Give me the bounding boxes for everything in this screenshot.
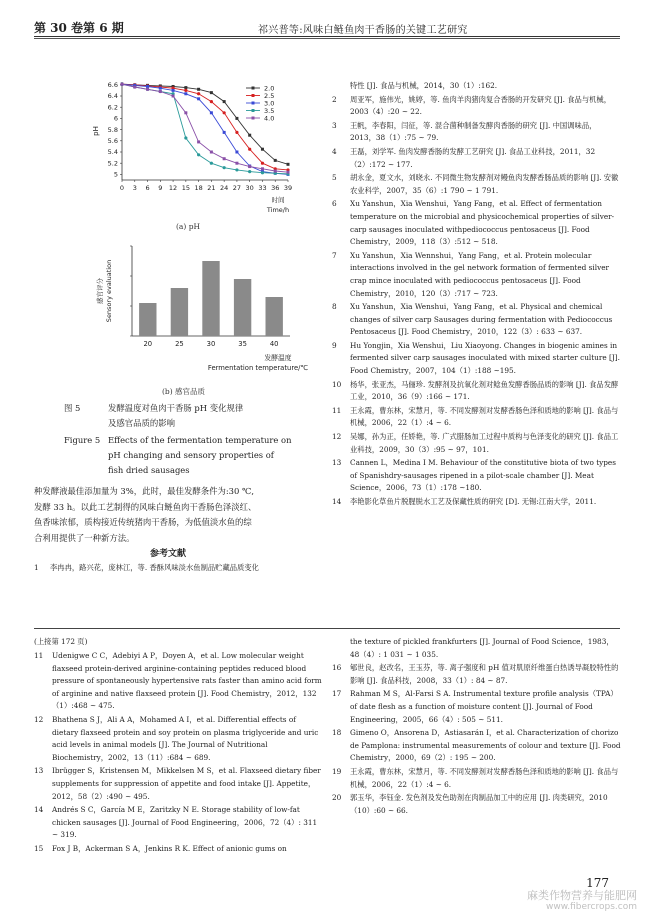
data-point [197, 153, 200, 156]
reference-text: Hu Yongjin，Xia Wenshui，Liu Xiaoyong. Changes in biogenic amines in fermented silver carp sausages inoculated with mixed starter culture [J]. Food Chemistry，2007，104（1）:188 ~195. [350, 340, 620, 376]
bar [202, 261, 219, 336]
legend-marker [252, 117, 255, 120]
legend-marker [252, 94, 255, 97]
x-tick-label: 3 [132, 184, 137, 192]
header-rule [34, 36, 620, 37]
body-line: 合利用提供了一种新方法。 [34, 532, 135, 543]
x-tick-label: 6 [145, 184, 150, 192]
data-point [184, 111, 187, 114]
data-point [248, 134, 251, 137]
x-tick-label: 24 [220, 184, 229, 192]
legend-label: 4.0 [264, 114, 275, 123]
y-axis-label-cn: 感官评分 [96, 278, 104, 304]
data-point [248, 148, 251, 151]
x-tick-label: 40 [269, 340, 279, 348]
reference-number [332, 80, 350, 93]
references-heading: 参考文献 [150, 549, 187, 559]
data-point [235, 168, 238, 171]
figure-label-cn: 图 5 [64, 403, 81, 413]
x-tick-label: 33 [258, 184, 267, 192]
reference-item [332, 340, 622, 378]
body-line: 发酵 33 h。以此工艺制得的风味白鲢鱼肉干香肠色泽淡红、 [34, 501, 257, 512]
bar [266, 297, 283, 336]
reference-list-bottom-left [34, 650, 324, 857]
reference-text: Xu Yanshun，Xia Wenshui，Yang Fang，et al. Physical and chemical changes of silver carp Sausages during fermentation with Pediococcus Pentosaceus [J]. Food Chemistry，2010，122（3）: 633 ~ 637. [350, 302, 613, 337]
data-point [210, 162, 213, 165]
reference-number: 8 [332, 302, 337, 312]
data-point [248, 165, 251, 168]
reference-item [332, 431, 622, 456]
data-point [287, 163, 290, 166]
data-point [287, 171, 290, 174]
reference-text: Gimeno O，Ansorena D，Astiasarán I，et al. Characterization of chorizo de Pamplona: instrumental measurements of colour and texture [J]. Food Chemistry，2000，69（2）: 195 ~ 200. [350, 728, 621, 763]
data-point [197, 140, 200, 143]
reference-number: 14 [332, 497, 342, 506]
legend-label: 3.0 [264, 99, 275, 108]
bar [139, 303, 156, 336]
reference-item [34, 804, 324, 842]
data-point [184, 89, 187, 92]
reference-number: 18 [332, 728, 342, 738]
reference-item [332, 496, 622, 509]
reference-text: Cannen L，Medina I M. Behaviour of the constitutive biota of two types of Spanishdry-sausages ripened in a pilot-scale chamber [J]. Meat Science，2006，73（1）:178 ~180. [350, 458, 616, 493]
continued-note: (上接第 172 页) [34, 637, 88, 646]
reference-item [332, 80, 622, 93]
data-point [210, 151, 213, 154]
x-axis-label: Time/h [266, 206, 290, 214]
x-tick-label: 36 [271, 184, 280, 192]
reference-item [34, 562, 326, 575]
reference-number: 16 [332, 663, 342, 673]
data-point [274, 170, 277, 173]
journal-volume: 第 30 卷第 6 期 [34, 21, 124, 35]
reference-item [332, 301, 622, 339]
reference-number: 15 [34, 843, 44, 853]
figure-caption-en [64, 433, 291, 478]
reference-text: Udenigwe C C，Adebiyi A P，Doyen A，et al. Low molecular weight flaxseed protein-derived arginine-containing peptides reduced blood pressure of spontaneously hypertensive rats faster than amino acid form of arginine and native flaxseed protein [J]. Food Chemistry，2012，132（1）:468 ~ 475. [52, 651, 322, 711]
reference-item [332, 688, 622, 726]
page-number: 177 [586, 876, 609, 890]
reference-text: 王帆，李春阳，闫征，等. 混合菌种制备发酵肉香肠的研究 [J]. 中国调味品，2013，38（1）:75 ~ 79. [350, 120, 597, 143]
body-paragraph [34, 484, 326, 546]
reference-number: 5 [332, 173, 337, 183]
x-tick-label: 39 [283, 184, 293, 192]
reference-text: 郇世良，赵改名，王玉芬，等. 离子强度和 pH 值对肌原纤维蛋白热诱导凝胶特性的影响 [J]. 食品科技，2008，33（1）: 84 ~ 87. [350, 663, 619, 685]
reference-text: Bhathena S J，Ali A A，Mohamed A I，et al. Differential effects of dietary flaxseed protein and soy protein on plasma triglyceride and uric acid levels in animal models [J]. The Journal of Nutritional Biochemistry，2002，13（11）:684 ~ 689. [52, 714, 319, 762]
reference-text: 王磊，刘学军. 鱼肉发酵香肠的发酵工艺研究 [J]. 食品工业科技，2011，32（2）:172 ~ 177. [350, 146, 596, 169]
y-tick-label: 6.6 [107, 81, 118, 89]
reference-text: 王永霞，曹东林，宋慧月，等. 不同发酵剂对发酵香肠色泽和质地的影响 [J]. 食品与机械，2006，22（1）:4 ~ 6. [350, 766, 619, 789]
reference-item [34, 843, 324, 856]
bar [234, 279, 251, 336]
running-title: 祁兴普等:风味白鲢鱼肉干香肠的关键工艺研究 [258, 25, 468, 36]
bar [171, 288, 188, 336]
legend-label: 2.0 [264, 84, 275, 93]
reference-item [332, 120, 622, 145]
reference-number: 14 [34, 805, 44, 815]
reference-number: 1 [34, 563, 39, 572]
data-point [121, 83, 124, 86]
reference-item [332, 198, 622, 248]
data-point [261, 171, 264, 174]
data-point [146, 88, 149, 91]
data-point [223, 131, 226, 134]
data-point [210, 100, 213, 103]
y-tick-label: 6 [113, 114, 118, 123]
x-axis-label-cn: 发酵温度 [264, 354, 292, 362]
data-point [223, 166, 226, 169]
data-point [197, 92, 200, 95]
sensory-bar-chart [90, 238, 310, 388]
figure-caption-cn-line1: 发酵温度对鱼肉干香肠 pH 变化规律 [108, 403, 244, 413]
data-point [235, 151, 238, 154]
y-tick-label: 5.6 [107, 137, 118, 145]
reference-item [332, 379, 622, 404]
reference-number: 11 [332, 405, 342, 415]
data-point [184, 136, 187, 139]
x-tick-label: 15 [181, 184, 190, 192]
chart-b-caption: (b) 感官品质 [162, 387, 206, 396]
data-point [210, 91, 213, 94]
x-tick-label: 12 [168, 184, 178, 192]
data-point [261, 148, 264, 151]
data-point [172, 95, 175, 98]
data-point [184, 86, 187, 89]
reference-text: 胡永金，夏文水，刘晓永. 不同微生物发酵剂对鳗鱼肉发酵香肠品质的影响 [J]. 安徽农业科学，2007，35（6）:1 790 ~ 1 791. [350, 173, 619, 195]
x-tick-label: 0 [119, 184, 125, 192]
reference-number: 10 [332, 379, 342, 389]
legend-label: 3.5 [264, 106, 275, 115]
x-tick-label: 9 [158, 184, 163, 192]
figure-caption-cn [64, 401, 243, 431]
x-tick-label: 35 [238, 340, 247, 348]
y-tick-label: 5.4 [107, 148, 118, 157]
x-axis-label: Fermentation temperature/℃ [207, 364, 309, 372]
reference-text: Ibrügger S，Kristensen M，Mikkelsen M S，et al. Flaxseed dietary fiber supplements for suppression of appetite and food intake [J]. Appetite，2012，58（2）:490 ~ 495. [52, 766, 321, 801]
y-tick-label: 5.2 [107, 159, 118, 168]
body-line: 种发酵液最佳添加量为 3%，此时，最佳发酵条件为:30 ℃, [34, 486, 254, 496]
reference-item [34, 650, 324, 713]
x-tick-label: 30 [245, 184, 254, 192]
x-tick-label: 25 [175, 340, 184, 348]
reference-text: 周亚军，施伟光，姚婷，等. 鱼肉羊肉猪肉复合香肠的开发研究 [J]. 食品与机械，2003（4）:20 ~ 22. [350, 94, 612, 117]
x-tick-label: 20 [143, 340, 153, 348]
reference-number: 4 [332, 146, 337, 156]
y-tick-label: 6.2 [107, 103, 118, 112]
reference-list-right [332, 80, 622, 510]
reference-text: 王永霞，曹东林，宋慧月，等. 不同发酵剂对发酵香肠色泽和质地的影响 [J]. 食品与机械，2006，22（1）:4 ~ 6. [350, 405, 619, 428]
reference-number: 12 [332, 432, 342, 442]
reference-number: 13 [332, 458, 342, 468]
reference-item [34, 765, 324, 803]
data-point [172, 89, 175, 92]
data-point [235, 117, 238, 120]
body-line: 鱼香味浓郁，质构接近传统猪肉干香肠，为低值淡水鱼的综 [34, 517, 252, 528]
header-rule-2 [34, 38, 620, 39]
data-point [248, 170, 251, 173]
reference-text: Rahman M S，Al-Farsi S A. Instrumental texture profile analysis（TPA）of date flesh as a function of moisture content [J]. Journal of Food Engineering，2005，66（4）: 505 ~ 511. [350, 689, 618, 724]
reference-item [332, 172, 622, 197]
reference-number: 2 [332, 94, 337, 104]
watermark-text: 麻类作物营养与能肥网 [527, 889, 637, 902]
reference-item [332, 662, 622, 687]
reference-number: 6 [332, 199, 337, 209]
data-point [133, 86, 136, 89]
reference-text: the texture of pickled frankfurters [J]. Journal of Food Science，1983，48（4）: 1 031 ~ 1 035. [350, 637, 614, 659]
reference-item [332, 766, 622, 791]
reference-item [332, 792, 622, 817]
reference-item [332, 636, 622, 661]
reference-number: 19 [332, 766, 342, 776]
reference-number: 3 [332, 120, 337, 130]
data-point [146, 85, 149, 88]
reference-item [332, 146, 622, 171]
legend-marker [252, 87, 255, 90]
reference-text: 特性 [J]. 食品与机械，2014，30（1）:162. [350, 81, 498, 90]
reference-list-bottom-right [332, 636, 622, 818]
x-axis-label-cn: 时间 [271, 196, 285, 204]
data-point [210, 111, 213, 114]
reference-text: 李艳影化草鱼片脱腥脱水工艺及保藏性质的研究 [D]. 无锡:江南大学，2011. [350, 497, 597, 506]
reference-text: 杨华，张亚杰，马俪珍. 发酵剂及抗氧化剂对鲶鱼发酵香肠品质的影响 [J]. 食品发酵工业，2010，36（9）:166 ~ 171. [350, 379, 619, 402]
y-tick-label: 5.8 [107, 125, 118, 134]
x-tick-label: 27 [232, 184, 242, 192]
reference-number: 7 [332, 250, 337, 260]
reference-text: 吴娜，孙为正，任娇艳，等. 广式腊肠加工过程中质构与色泽变化的研究 [J]. 食品工业科技，2009，30（3）:95 ~ 97，101. [350, 432, 619, 454]
watermark-url: www.fibercrops.com [546, 902, 637, 912]
reference-number: 9 [332, 340, 337, 350]
section-divider [34, 628, 620, 629]
reference-number: 12 [34, 714, 44, 724]
y-tick-label: 6.4 [107, 92, 118, 101]
reference-number: 17 [332, 689, 342, 699]
data-point [159, 90, 162, 93]
data-point [223, 111, 226, 114]
data-point [197, 88, 200, 91]
legend-marker [252, 109, 255, 112]
reference-number [332, 636, 350, 661]
reference-text: 李冉冉，路兴花，庞林江，等. 香酥风味淡水鱼制品贮藏品质变化 [50, 563, 259, 572]
reference-item [332, 457, 622, 495]
figure-caption-en-line1: Effects of the fermentation temperature on [108, 435, 292, 445]
data-point [159, 87, 162, 90]
y-axis-label: Sensory evaluation [105, 259, 113, 323]
legend-label: 2.5 [264, 91, 275, 100]
reference-number: 20 [332, 793, 342, 803]
legend-marker [252, 102, 255, 105]
data-point [223, 100, 226, 103]
figure-label-en: Figure 5 [64, 435, 101, 445]
data-point [235, 131, 238, 134]
reference-item [332, 94, 622, 119]
reference-item [332, 727, 622, 765]
data-point [261, 162, 264, 165]
data-point [223, 157, 226, 160]
reference-item [332, 405, 622, 430]
data-point [184, 92, 187, 95]
data-point [197, 97, 200, 100]
y-axis-label: pH [92, 126, 100, 136]
ph-line-chart [90, 78, 310, 218]
data-point [274, 159, 277, 162]
reference-number: 13 [34, 766, 44, 776]
figure-caption-en-line3: fish dried sausages [108, 465, 190, 475]
reference-text: Fox J B，Ackerman S A，Jenkins R K. Effect of anionic gums on [52, 843, 287, 853]
reference-text: 郭玉华，李钰金. 发色剂及发色助剂在肉制品加工中的应用 [J]. 肉类研究，2010（10）:60 ~ 66. [350, 793, 608, 815]
chart-a-caption: (a) pH [176, 222, 201, 231]
reference-item [332, 250, 622, 300]
y-tick-label: 5 [113, 170, 118, 179]
x-tick-label: 18 [194, 184, 203, 192]
figure-caption-en-line2: pH changing and sensory properties of [108, 450, 274, 460]
reference-number: 11 [34, 651, 44, 660]
reference-text: Andrés S C，García M E，Zaritzky N E. Storage stability of low-fat chicken sausages [J]. Journal of Food Engineering，2006，72（4）: 311 ~ 319. [52, 805, 318, 840]
x-tick-label: 21 [207, 184, 216, 192]
reference-text: Xu Yanshun，Xia Wenshui，Yang Fang，et al. Effect of fermentation temperature on the microbial and physicochemical properties of silver-carp sausages inoculated withpediococcus pentosaceus [J]. Food Chemistry，2009，118（3）:512 ~ 518. [350, 199, 615, 247]
figure-caption-cn-line2: 及感官品质的影响 [108, 418, 175, 428]
x-tick-label: 30 [206, 340, 216, 348]
reference-item [34, 714, 324, 764]
data-point [261, 167, 264, 170]
data-point [235, 162, 238, 165]
reference-text: Xu Yanshun，Xia Wennshui，Yang Fang，et al. Protein molecular interactions involved in the gel network formation of fermented silver crap mince inoculated with pediococcus pentosaceus [J]. Food Chemistry，2010，120（3）:717 ~ 723. [350, 250, 609, 298]
